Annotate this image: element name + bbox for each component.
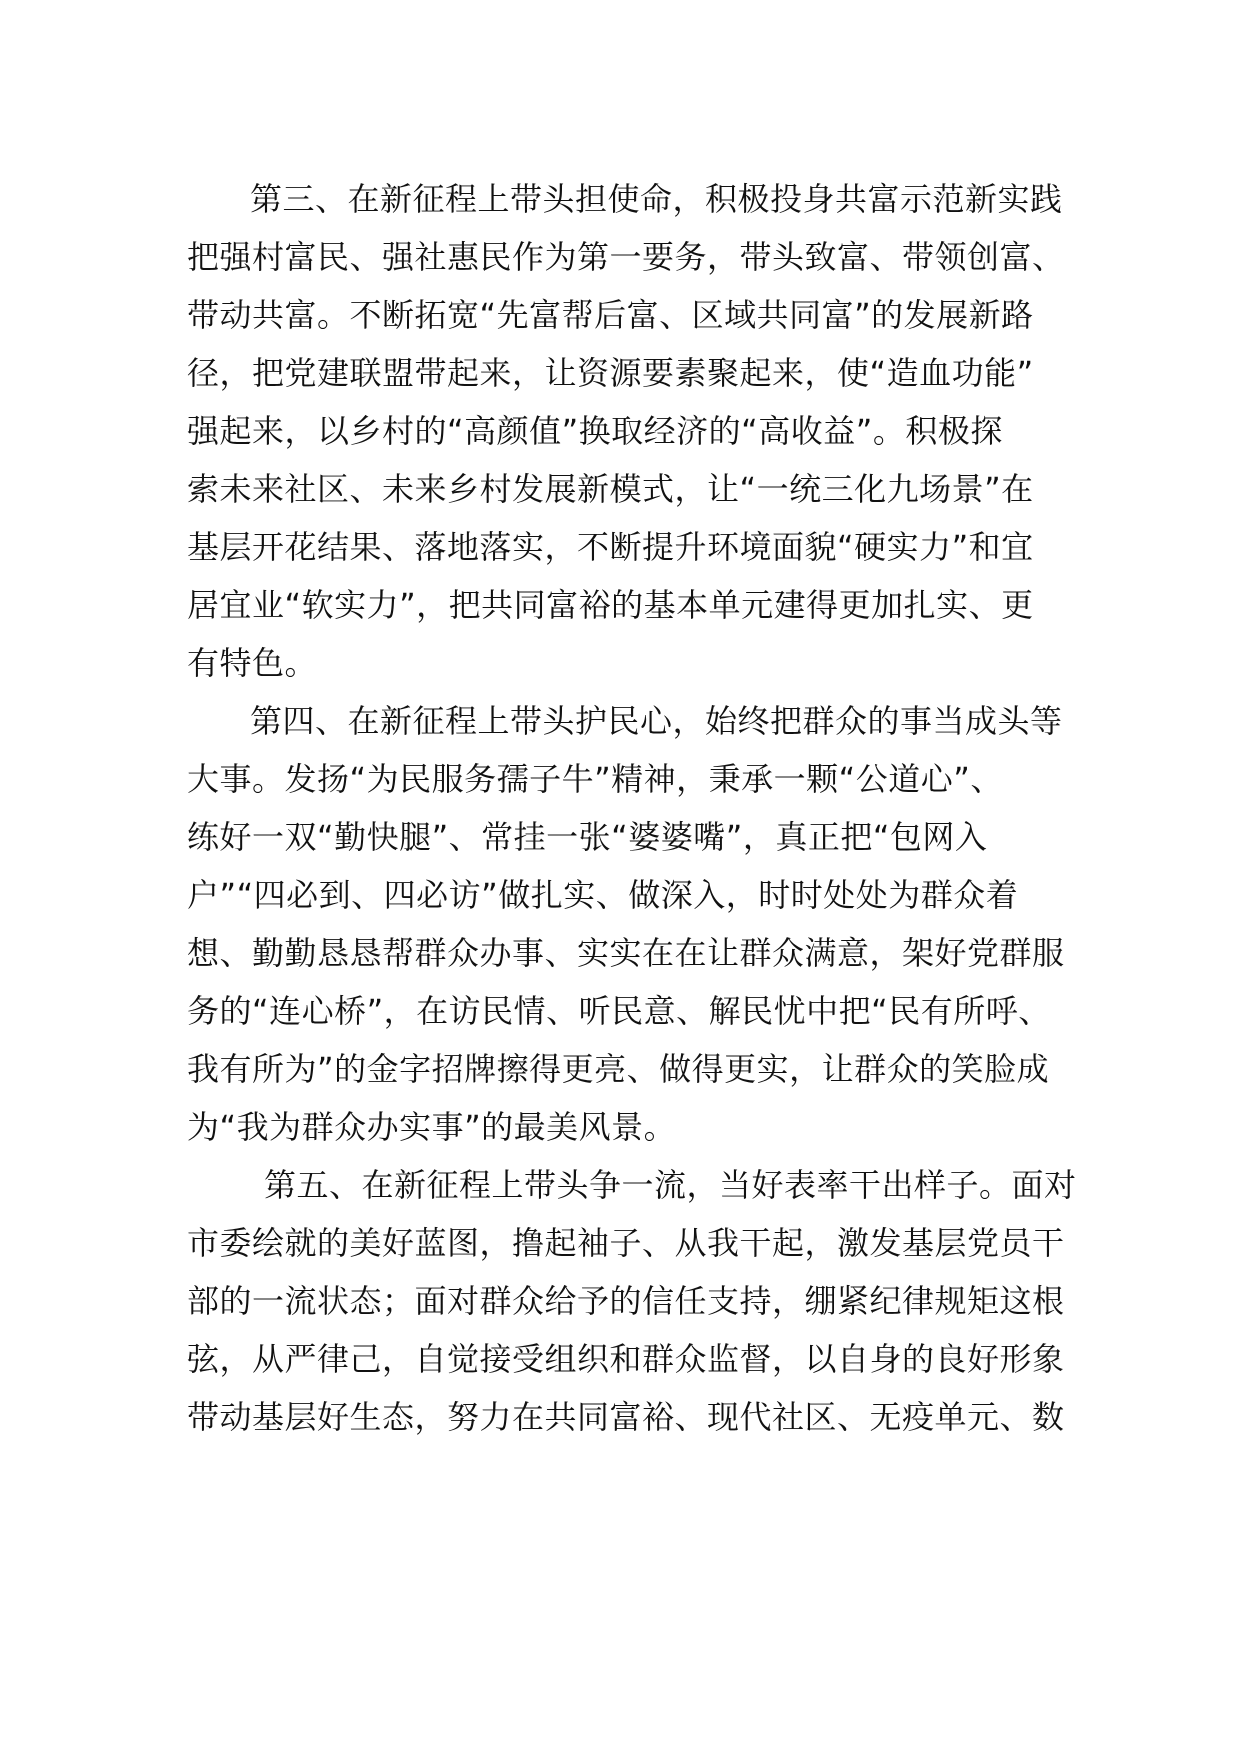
paragraph-3-line-6: 索未来社区、未来乡村发展新模式，让“一统三化九场景”在: [187, 470, 1034, 508]
paragraph-4-line-5: 想、勤勤恳恳帮群众办事、实实在在让群众满意，架好党群服: [187, 934, 1065, 972]
paragraph-3-line-9: 有特色。: [187, 644, 318, 682]
paragraph-3-line-5: 强起来，以乡村的“高颜值”换取经济的“高收益”。积极探: [187, 412, 1003, 450]
paragraph-3-line-4: 径，把党建联盟带起来，让资源要素聚起来，使“造血功能”: [187, 354, 1034, 392]
paragraph-4-line-7: 我有所为”的金字招牌擦得更亮、做得更实，让群众的笑脸成: [187, 1050, 1050, 1088]
paragraph-4-line-6: 务的“连心桥”，在访民情、听民意、解民忧中把“民有所呼、: [187, 992, 1051, 1030]
paragraph-3-line-3: 带动共富。不断拓宽“先富帮后富、区域共同富”的发展新路: [187, 296, 1034, 334]
paragraph-3-line-7: 基层开花结果、落地落实，不断提升环境面貌“硬实力”和宜: [187, 528, 1034, 566]
paragraph-4-line-4: 户”“四必到、四必访”做扎实、做深入，时时处处为群众着: [187, 876, 1019, 914]
paragraph-3-line-1: 第三、在新征程上带头担使命，积极投身共富示范新实践: [250, 180, 1063, 218]
paragraph-5-line-4: 弦，从严律己，自觉接受组织和群众监督，以自身的良好形象: [187, 1340, 1065, 1378]
paragraph-3-line-2: 把强村富民、强社惠民作为第一要务，带头致富、带领创富、: [187, 238, 1065, 276]
paragraph-5-line-3: 部的一流状态；面对群众给予的信任支持，绷紧纪律规矩这根: [187, 1282, 1065, 1320]
paragraph-5-line-2: 市委绘就的美好蓝图，撸起袖子、从我干起，激发基层党员干: [187, 1224, 1065, 1262]
paragraph-5-line-1: 第五、在新征程上带头争一流，当好表率干出样子。面对: [264, 1166, 1077, 1204]
paragraph-4-line-3: 练好一双“勤快腿”、常挂一张“婆婆嘴”，真正把“包网入: [187, 818, 988, 856]
paragraph-4-line-1: 第四、在新征程上带头护民心，始终把群众的事当成头等: [250, 702, 1063, 740]
paragraph-5-line-5: 带动基层好生态，努力在共同富裕、现代社区、无疫单元、数: [187, 1398, 1065, 1436]
paragraph-4-line-2: 大事。发扬“为民服务孺子牛”精神，秉承一颗“公道心”、: [187, 760, 1003, 798]
paragraph-4-line-8: 为“我为群众办实事”的最美风景。: [187, 1108, 677, 1146]
paragraph-3-line-8: 居宜业“软实力”，把共同富裕的基本单元建得更加扎实、更: [187, 586, 1034, 624]
